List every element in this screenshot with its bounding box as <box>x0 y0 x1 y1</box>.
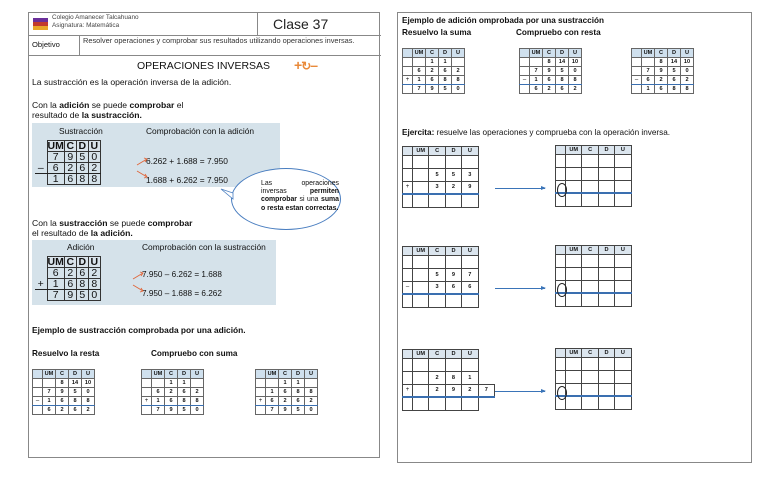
objective-row <box>29 36 381 56</box>
arrows-1 <box>129 151 151 187</box>
right-label-resta: Compruebo con resta <box>516 28 601 37</box>
right-ex-check-1: UM C D U 8 14 10 7 9 5 0 – 1 6 8 8 6 2 6 2 <box>519 48 582 94</box>
box1-left-heading: Sustracción <box>59 126 103 136</box>
arrow-icon <box>495 391 545 392</box>
equation-1: 6.262 + 1.688 = 7.950 <box>146 156 228 166</box>
answer-table-1[interactable]: UM C D U <box>555 145 632 207</box>
equation-3: 7.950 – 6.262 = 1.688 <box>142 270 222 279</box>
school-logo <box>33 18 48 30</box>
right-label-suma: Resuelvo la suma <box>402 28 472 37</box>
paragraph-1: Con la adición se puede comprobar el <box>32 100 184 110</box>
exercise-instructions: Ejercita: resuelve las operaciones y comprueba con la operación inversa. <box>402 128 671 137</box>
header <box>29 13 381 36</box>
school-name: Colegio Amanecer Talcahuano <box>52 14 139 21</box>
paragraph-2b: el resultado de la adición. <box>32 228 133 238</box>
arrows-2 <box>125 265 147 301</box>
paragraph-2: Con la sustracción se puede comprobar <box>32 218 193 228</box>
sign-circle[interactable] <box>557 386 567 400</box>
box1-right-heading: Comprobación con la adición <box>146 126 255 136</box>
sign-circle[interactable] <box>557 183 567 197</box>
objective-label: Objetivo <box>32 40 60 49</box>
right-ex-check-2: UM C D U 8 14 10 7 9 5 0 – 6 2 6 2 1 6 8 8 <box>631 48 694 94</box>
intro: La sustracción es la operación inversa de la adición. <box>32 77 232 87</box>
answer-table-3[interactable]: UM C D U <box>555 348 632 410</box>
title: OPERACIONES INVERSAS <box>137 60 271 72</box>
worksheet-right <box>397 12 752 463</box>
left-ex-check-2: UM C D U 1 1 1 6 8 8 + 6 2 6 2 7 9 5 0 <box>255 369 318 415</box>
exercise-table-3: UM C D U 2 8 1 + 2 9 2 7 <box>402 349 495 411</box>
example-title: Ejemplo de sustracción comprobada por una adición. <box>32 325 246 335</box>
plus-minus-icon: +↻– <box>294 57 318 73</box>
worksheet-left <box>28 12 380 458</box>
equation-2: 1.688 + 6.262 = 7.950 <box>146 175 228 185</box>
subject: Asignatura: Matemática <box>52 22 120 29</box>
objective-text: Resolver operaciones y comprobar sus resultados utilizando operaciones inversas. <box>83 36 355 45</box>
right-title: Ejemplo de adición omprobada por una sustracción <box>402 16 604 25</box>
left-ex-subtraction: UM C D U 8 14 10 7 9 5 0 – 1 6 8 8 6 2 6 2 <box>32 369 95 415</box>
example-right-label: Compruebo con suma <box>151 349 238 358</box>
exercise-table-2: UM C D U 5 9 7 – 3 6 6 <box>402 246 479 308</box>
equation-4: 7.950 – 1.688 = 6.262 <box>142 289 222 298</box>
exercise-table-1: UM C D U 5 5 3 + 3 2 9 <box>402 146 479 208</box>
bubble-tail <box>219 183 239 203</box>
box2-right-heading: Comprobación con la sustracción <box>142 242 266 252</box>
box2-left-heading: Adición <box>67 242 95 252</box>
addition-table: UM C D U 6 2 6 2 + 1 6 8 8 7 9 5 0 <box>35 256 101 301</box>
example-left-label: Resuelvo la resta <box>32 349 100 358</box>
arrow-icon <box>495 188 545 189</box>
right-ex-addition: UM C D U 1 1 6 2 6 2 + 1 6 8 8 7 9 5 0 <box>402 48 465 94</box>
paragraph-1b: resultado de la sustracción. <box>32 110 142 120</box>
answer-table-2[interactable]: UM C D U <box>555 245 632 307</box>
sign-circle[interactable] <box>557 283 567 297</box>
left-ex-check-1: UM C D U 1 1 6 2 6 2 + 1 6 8 8 7 9 5 0 <box>141 369 204 415</box>
bubble-text: Las operaciones inversas permiten comprobar si una suma o resta estan correctas. <box>261 180 339 212</box>
class-number: Clase 37 <box>273 16 329 32</box>
subtraction-table: UM C D U 7 9 5 0 – 6 2 6 2 1 6 8 8 <box>35 140 101 185</box>
arrow-icon <box>495 288 545 289</box>
